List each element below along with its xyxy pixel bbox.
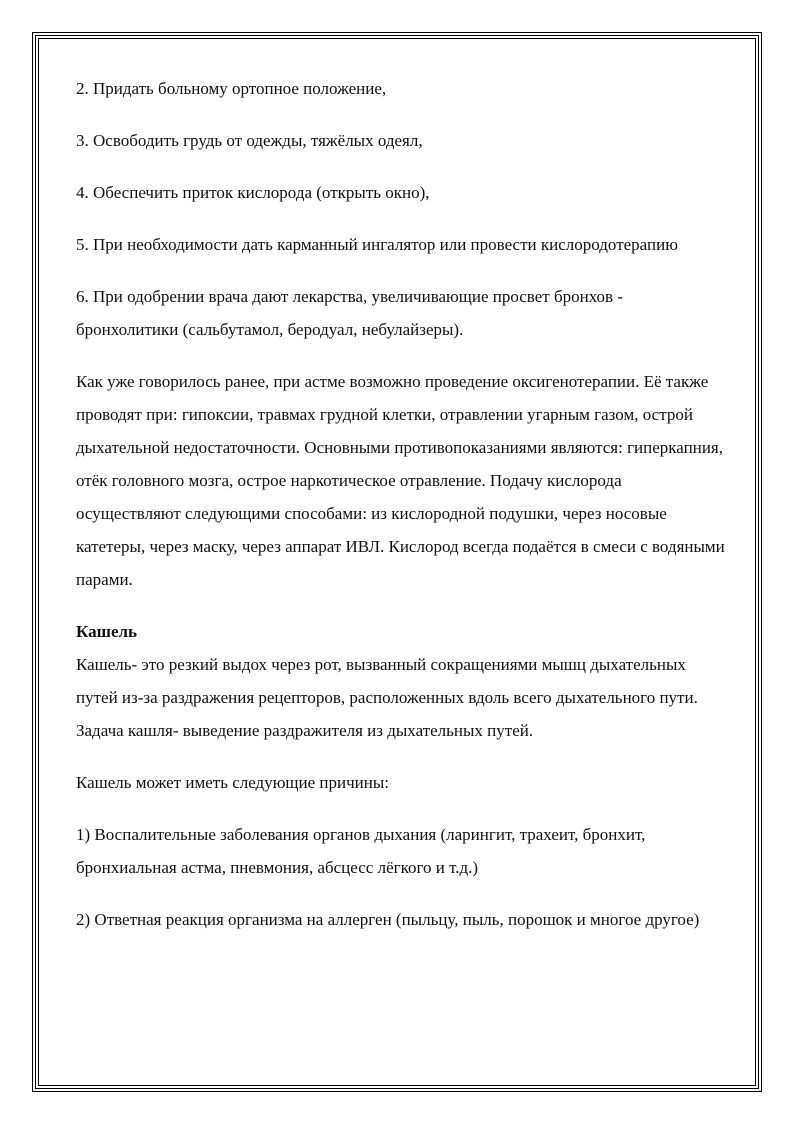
oxygen-therapy-paragraph: Как уже говорилось ранее, при астме возможно проведение оксигенотерапии. Её также проводят при: гипоксии, травмах грудной клетки, отравлении угарным газом, острой дыхательной недостаточности. Основными противопоказаниями являются: гиперкапния, отёк головного мозга, острое наркотическое отравление. Подачу кислорода осуществляют следующими способами: из кислородной подушки, через носовые катетеры, через маску, через аппарат ИВЛ. Кислород всегда подаётся в смеси с водяными парами. [76,372,725,589]
list-item: 6. При одобрении врача дают лекарства, увеличивающие просвет бронхов - бронхолитики (сальбутамол, беродуал, небулайзеры). [76,287,623,339]
document-body [76,72,726,955]
list-item: 5. При необходимости дать карманный ингалятор или провести кислородотерапию [76,235,678,254]
list-item: 4. Обеспечить приток кислорода (открыть окно), [76,183,430,202]
section-heading: Кашель [76,622,138,641]
cause-item: 1) Воспалительные заболевания органов дыхания (ларингит, трахеит, бронхит, бронхиальная астма, пневмония, абсцесс лёгкого и т.д.) [76,825,646,877]
cause-item: 2) Ответная реакция организма на аллерген (пыльцу, пыль, порошок и многое другое) [76,910,700,929]
list-item: 3. Освободить грудь от одежды, тяжёлых одеял, [76,131,423,150]
causes-intro: Кашель может иметь следующие причины: [76,773,389,792]
list-item: 2. Придать больному ортопное положение, [76,79,387,98]
cough-definition-paragraph: Кашель- это резкий выдох через рот, вызванный сокращениями мышц дыхательных путей из-за раздражения рецепторов, расположенных вдоль всего дыхательного пути. Задача кашля- выведение раздражителя из дыхательных путей. [76,655,698,740]
